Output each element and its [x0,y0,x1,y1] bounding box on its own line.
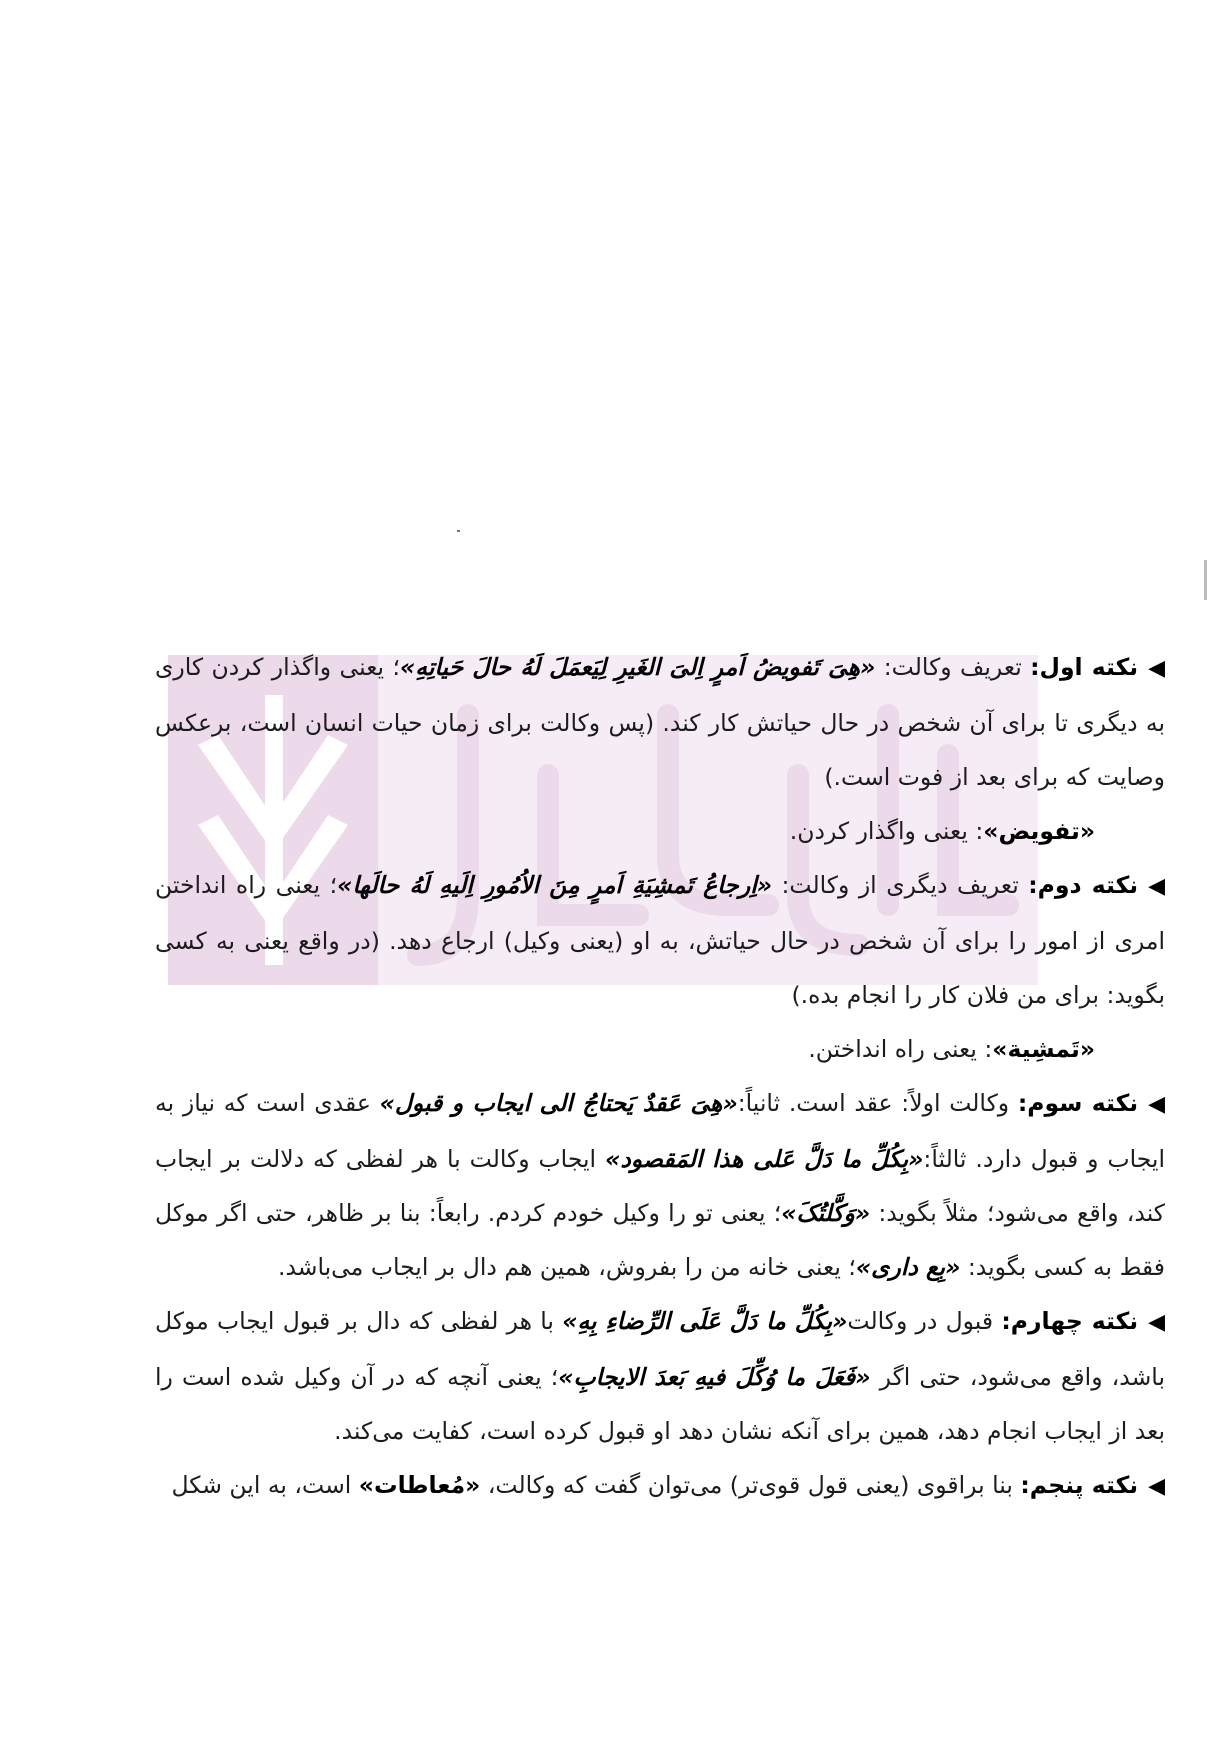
arabic-quote: «اِرجاعُ تَمشِیَةِ اَمرٍ مِنَ الاُمُورِ اِلَیهِ لَهُ حالَها» [337,871,772,899]
definition-1 [155,804,1165,858]
note-3 [155,1076,1165,1294]
definition-term: «تَمشِیة» [992,1035,1095,1063]
arabic-quote: «بِع داری» [855,1253,961,1281]
note-text: عقدی است که نیاز به ایجاب و قبول دارد. ثالثاً: [155,1089,1165,1173]
definition-2 [155,1022,1165,1076]
definition-text: : یعنی راه انداختن. [808,1035,993,1063]
note-text: ؛ یعنی آنچه که در آن وکیل شده است را بعد از ایجاب انجام دهد، همین برای آنکه نشان دهد او قبول کرده است، کفایت می‌کند. [155,1363,1165,1445]
note-text: وکالت اولاً: عقد است. ثانیاً: [737,1089,1018,1117]
arabic-quote: «مُعاطات» [358,1471,481,1499]
definition-text: : یعنی واگذار کردن. [789,817,984,845]
arabic-quote: «وَکَّلتُکَ» [781,1199,871,1227]
arabic-quote: «هِیَ تَفویضُ اَمرٍ اِلیَ الغَیرِ لِیَعمَلَ لَهُ حالَ حَیاتِهِ» [399,653,876,681]
note-intro: تعریف وکالت: [875,653,1031,681]
note-text: ؛ یعنی خانه من را بفروش، همین هم دال بر ایجاب می‌باشد. [277,1253,856,1281]
edge-mark [1204,560,1207,600]
note-text: است، به این شکل [171,1471,359,1499]
arrow-icon: ◀ [1148,1310,1165,1335]
arabic-quote: «فَعَلَ ما وُکِّلَ فیهِ بَعدَ الایجابِ» [558,1363,871,1391]
arabic-quote: «بِکُلِّ ما دَلَّ عَلی هذا المَقصود» [605,1145,924,1173]
note-heading: نکته پنجم: [1020,1471,1139,1499]
note-heading: نکته دوم: [1028,871,1139,899]
stray-dot [457,530,460,532]
note-heading: نکته سوم: [1017,1089,1139,1117]
definition-term: «تفویض» [983,817,1095,845]
note-text: ؛ یعنی تو را وکیل خودم کردم. رابعاً: بنا بر ظاهر، حتی اگر موکل فقط به کسی بگوید: [155,1199,1165,1281]
note-1 [155,640,1165,804]
text-content [155,640,1165,1514]
note-2 [155,858,1165,1022]
arabic-quote: «بِکُلِّ ما دَلَّ عَلَی الرِّضاءِ بِهِ» [562,1307,848,1335]
note-text: بنا براقوی (یعنی قول قوی‌تر) می‌توان گفت که وکالت، [480,1471,1021,1499]
arrow-icon: ◀ [1148,874,1165,899]
arrow-icon: ◀ [1148,656,1165,681]
note-body: ؛ یعنی واگذار کردن کاری به دیگری تا برای آن شخص در حال حیاتش کار کند. (پس وکالت برای زمان حیات انسان است، برعکس وصایت که برای بعد از فوت است.) [155,653,1165,791]
note-heading: نکته اول: [1030,653,1139,681]
arrow-icon: ◀ [1148,1474,1165,1499]
note-heading: نکته چهارم: [1001,1307,1139,1335]
arrow-icon: ◀ [1148,1092,1165,1117]
note-4 [155,1294,1165,1458]
arabic-quote: «هِیَ عَقدٌ یَحتاجُ الی ایجاب و قبول» [379,1089,738,1117]
note-text: قبول در وکالت [847,1307,1002,1335]
note-text: با هر لفظی که دال بر قبول ایجاب موکل باشد، واقع می‌شود، حتی اگر [155,1307,1165,1391]
note-intro: تعریف دیگری از وکالت: [772,871,1029,899]
note-5 [155,1458,1165,1514]
note-body: ؛ یعنی راه انداختن امری از امور را برای آن شخص در حال حیاتش، به او (یعنی وکیل) ارجاع دهد. (در واقع یعنی به کسی بگوید: برای من فلان کار را انجام بده.) [155,871,1165,1009]
note-text: ایجاب وکالت با هر لفظی که دلالت بر ایجاب کند، واقع می‌شود؛ مثلاً بگوید: [155,1145,1165,1227]
